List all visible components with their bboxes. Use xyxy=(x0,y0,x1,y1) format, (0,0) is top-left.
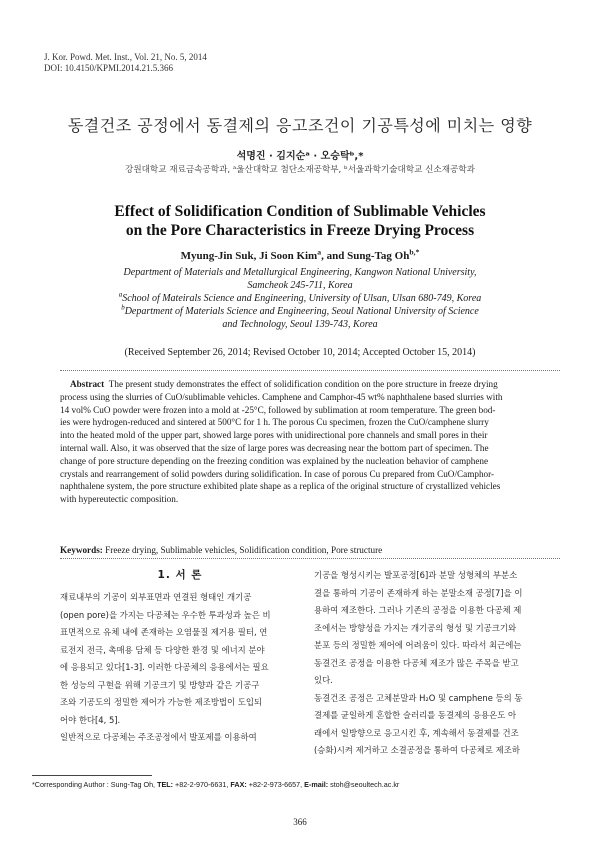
abstract-line: ies were hydrogen-reduced and sintered at 500°C for 1 h. The porous Cu specimen, frozen the CuO/camphene slurry xyxy=(60,417,489,428)
keywords xyxy=(60,545,382,555)
body-line: (open pore)을 가지는 다공체는 우수한 투과성과 높은 비 xyxy=(60,609,271,620)
abstract-line: naphthalene system, the pore structure exhibited plate shape as a replica of the original structure of crystallized vehicles xyxy=(60,481,501,492)
abstract-line: crystals and rearrangement of solid powders during solidification. In case of porous Cu prepared from CuO/Camphor- xyxy=(60,468,495,479)
korean-affiliations: 강원대학교 재료금속공학과, ᵃ울산대학교 첨단소재공학부, ᵇ서울과학기술대학교 신소재공학과 xyxy=(125,165,475,175)
abstract-bottom-divider xyxy=(60,558,560,559)
keywords-text: Freeze drying, Sublimable vehicles, Solidification condition, Pore structure xyxy=(105,545,383,555)
body-line: 결제를 균일하게 혼합한 슬러리를 동결제의 응용온도 아 xyxy=(314,710,517,720)
affiliation-main xyxy=(0,266,600,292)
footnote-email-label: E-mail: xyxy=(304,780,329,789)
body-line: 조에서는 방향성을 가지는 개기공의 형성 및 기공크기와 xyxy=(314,622,517,633)
korean-authors: 석명진 · 김지순ᵃ · 오승탁ᵇ,* xyxy=(236,151,364,162)
body-line: 동결건조 공정은 고체분말과 H₂O 및 camphene 등의 동 xyxy=(314,692,523,703)
body-line: 래에서 일방향으로 응고시킨 후, 계속해서 동결제를 건조 xyxy=(314,727,519,738)
journal-citation: J. Kor. Powd. Met. Inst., Vol. 21, No. 5, 2014 xyxy=(44,52,207,62)
page-number: 366 xyxy=(293,817,307,827)
affiliation-a-sup: a xyxy=(118,290,123,299)
abstract-line: change of pore structure depending on the freezing condition was explained by the nucleation behavior of camphene xyxy=(60,455,489,466)
section-heading: 1. 서 론 xyxy=(157,569,203,581)
abstract-line: internal wall. Also, it was observed that the size of large pores was decreasing near the bottom part of specimen. The xyxy=(60,442,489,453)
body-line: (승화)시켜 제거하고 소결공정을 통하여 다공체로 제조하 xyxy=(314,745,520,755)
body-line: 있다. xyxy=(314,675,333,685)
body-line: 어야 한다[4, 5]. xyxy=(60,714,121,725)
body-line: 기공을 형성시키는 발포공정[6]과 분말 성형체의 부분소 xyxy=(314,570,518,580)
right-column xyxy=(314,567,522,760)
footnote-rule xyxy=(32,775,152,776)
body-line: 재료내부의 기공이 외부표면과 연결된 형태인 개기공 xyxy=(60,592,252,602)
body-line: 동결건조 공정을 이용한 다공체 제조가 많은 주목을 받고 xyxy=(314,657,519,668)
footnote-tel: +82-2-970-6631, xyxy=(175,780,229,789)
body-line: 분포 등의 정밀한 제어에 어려움이 있다. 따라서 최근에는 xyxy=(314,640,522,650)
body-line: 결을 통하여 기공이 존재하게 하는 분말소재 공정[7]을 이 xyxy=(314,587,523,598)
left-column xyxy=(60,589,271,747)
abstract-line: The present study demonstrates the effect of solidification condition on the pore structure in freeze drying xyxy=(108,379,498,389)
affiliation-dept: Department of Materials and Metallurgical Engineering, Kangwon National University, xyxy=(123,267,477,278)
korean-title: 동결건조 공정에서 동결제의 응고조건이 기공특성에 미치는 영향 xyxy=(67,116,533,135)
footnote-email: stoh@seoultech.ac.kr xyxy=(330,780,400,789)
body-line: 용하여 제조한다. 그러나 기존의 공정을 이용한 다공체 제 xyxy=(314,605,522,615)
abstract xyxy=(60,378,560,506)
body-line: 한 성능의 구현을 위해 기공크기 및 방향과 같은 기공구 xyxy=(60,679,260,690)
author-2-sup: a xyxy=(317,247,322,257)
author-2: Ji Soon Kim xyxy=(259,250,318,262)
abstract-top-divider xyxy=(60,370,560,371)
abstract-line: with hypereutectic composition. xyxy=(60,494,179,505)
affiliation-a xyxy=(0,292,600,305)
journal-doi: DOI: 10.4150/KPMI.2014.21.5.366 xyxy=(44,63,174,73)
author-1: Myung-Jin Suk, xyxy=(180,250,257,262)
footnote xyxy=(32,780,399,789)
body-line: 료전지 전극, 촉매용 담체 등 다양한 환경 및 에너지 분야 xyxy=(60,644,265,655)
keywords-label: Keywords: xyxy=(60,545,103,555)
english-title xyxy=(0,202,600,240)
author-3: Sung-Tag Oh xyxy=(347,250,410,262)
footnote-tel-label: TEL: xyxy=(157,780,174,789)
abstract-label: Abstract xyxy=(70,379,105,389)
footnote-prefix: *Corresponding Author : Sung-Tag Oh, xyxy=(32,780,156,789)
body-line: 일반적으로 다공체는 주조공정에서 발포제를 이용하여 xyxy=(60,732,257,742)
body-line: 표면적으로 유체 내에 존재하는 오염물질 제거용 필터, 연 xyxy=(60,627,268,637)
abstract-line: process using the slurries of CuO/sublimable vehicles. Camphene and Camphor-45 wt% naphthalene based slurries with xyxy=(60,391,503,402)
english-title-line1: Effect of Solidification Condition of Sublimable Vehicles xyxy=(114,203,486,220)
body-line: 에 응용되고 있다[1-3]. 이러한 다공체의 응용에서는 필요 xyxy=(60,662,269,672)
affiliation-dept-city: Samcheok 245-711, Korea xyxy=(247,280,353,291)
footnote-fax-label: FAX: xyxy=(230,780,247,789)
affiliation-b-text: Department of Materials Science and Engineering, Seoul National University of Science xyxy=(124,306,479,317)
journal-header xyxy=(44,52,207,74)
body-line: 조와 기공도의 정밀한 제어가 가능한 제조방법이 도입되 xyxy=(60,697,263,707)
affiliation-a-text: School of Mateirals Science and Engineering, University of Ulsan, Ulsan 680-749, Korea xyxy=(122,293,482,304)
footnote-fax: +82-2-973-6657, xyxy=(248,780,303,789)
affiliation-b-sup: b xyxy=(121,303,125,312)
english-title-line2: on the Pore Characteristics in Freeze Drying Process xyxy=(125,222,475,239)
abstract-line: into the heated mold of the upper part, showed large pores with unidirectional pore channels and small pores in their xyxy=(60,430,488,441)
abstract-line: 14 vol% CuO powder were frozen into a mold at -25°C, followed by sublimation at room temperature. The green bod- xyxy=(60,404,496,415)
author-separator: , and xyxy=(321,250,348,262)
affiliation-b-city: and Technology, Seoul 139-743, Korea xyxy=(222,319,378,330)
author-3-sup: b,* xyxy=(409,247,420,257)
english-authors xyxy=(0,247,600,262)
received-dates: (Received September 26, 2014; Revised October 10, 2014; Accepted October 15, 2014) xyxy=(124,347,476,358)
affiliation-b xyxy=(0,305,600,331)
